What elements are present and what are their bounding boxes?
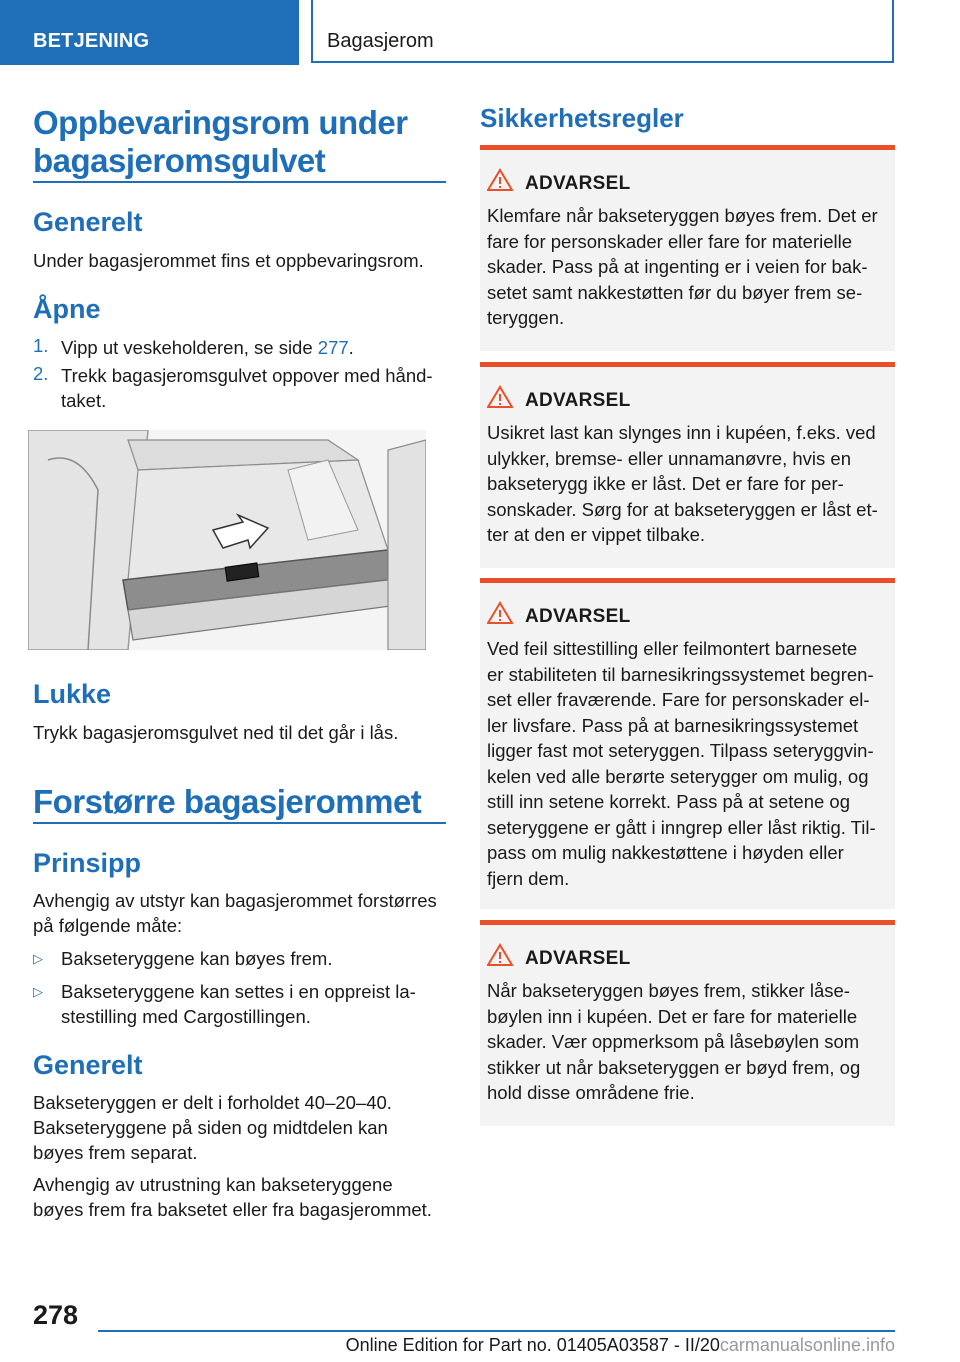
warning-line: skader. Pass på at ingenting er i veien for bak-	[487, 256, 868, 277]
heading-generelt-1: Generelt	[33, 207, 143, 237]
bullet-item-2	[61, 979, 451, 1029]
footer-rule	[98, 1330, 895, 1332]
generelt-1-text: Under bagasjerommet fins et oppbevaringsrom.	[33, 250, 424, 271]
warning-box-4	[480, 920, 895, 1126]
warning-text	[487, 420, 892, 548]
warning-line: skader. Vær oppmerksom på låsebøylen som	[487, 1031, 860, 1052]
heading-generelt-2: Generelt	[33, 1050, 143, 1080]
warning-title: ADVARSEL	[525, 390, 631, 411]
step-2-line1: Trekk bagasjeromsgulvet oppover med hånd-	[61, 365, 433, 386]
step-number-2: 2.	[33, 363, 49, 384]
heading-sikkerhetsregler: Sikkerhetsregler	[480, 103, 684, 133]
heading-prinsipp: Prinsipp	[33, 848, 142, 878]
warning-line: ligger fast mot seteryggen. Tilpass seteryggvin-	[487, 740, 874, 761]
generelt-2-p1-line3: bøyes frem separat.	[33, 1142, 198, 1163]
warning-triangle-icon	[487, 943, 513, 967]
chapter-tab	[311, 0, 894, 63]
warning-line: fare for personskader eller fare for materielle	[487, 230, 853, 252]
warning-line: Når bakseteryggen bøyes frem, stikker låse-	[487, 980, 850, 1001]
step-1-text: Vipp ut veskeholderen, se side	[61, 337, 318, 358]
warning-line: Ved feil sittestilling eller feilmontert barnesete	[487, 638, 858, 659]
warning-triangle-icon	[487, 168, 513, 192]
warning-line: still inn setene korrekt. Pass på at setene og	[487, 791, 851, 812]
heading-apne: Åpne	[33, 294, 101, 324]
bullet-triangle-icon: ▷	[33, 951, 43, 966]
prinsipp-text	[33, 888, 453, 938]
bullet-item-2-line2: stestilling med Cargostillingen.	[61, 1006, 311, 1027]
warning-line: ler livsfare. Pass på at barnesikringssystemet	[487, 714, 859, 736]
warning-text	[487, 978, 892, 1106]
bullet-triangle-icon: ▷	[33, 984, 43, 999]
section-tab	[0, 0, 299, 65]
generelt-2-paragraph-2	[33, 1172, 453, 1222]
step-1	[61, 335, 451, 360]
step-number-1: 1.	[33, 335, 49, 356]
step-1-end: .	[348, 337, 354, 358]
generelt-2-p2-line2: bøyes frem fra baksetet eller fra bagasjerommet.	[33, 1199, 432, 1220]
warning-line: pass om mulig nakkestøttene i høyden eller	[487, 842, 844, 863]
bullet-item-2-line1: Bakseteryggene kan settes i en oppreist la-	[61, 981, 416, 1002]
lukke-text: Trykk bagasjeromsgulvet ned til det går i lås.	[33, 722, 399, 743]
warning-title: ADVARSEL	[525, 606, 631, 627]
warning-line: sonskader. Sørg for at bakseteryggen er låst et-	[487, 498, 878, 520]
generelt-2-p2-line1: Avhengig av utrustning kan bakseteryggene	[33, 1174, 393, 1195]
warning-box-1	[480, 145, 895, 351]
warning-title: ADVARSEL	[525, 948, 631, 969]
warning-text	[487, 203, 892, 331]
warning-triangle-icon	[487, 601, 513, 625]
warning-line: kelen ved alle berørte seterygger om mulig, og	[487, 765, 869, 787]
warning-title: ADVARSEL	[525, 173, 631, 194]
step-2	[61, 363, 451, 413]
warning-line: fjern dem.	[487, 867, 570, 889]
generelt-2-p1-line1: Bakseteryggen er delt i forholdet 40–20–40.	[33, 1092, 392, 1113]
section-title-2: Forstørre bagasjerommet	[33, 783, 422, 820]
edition-text: Online Edition for Part no. 01405A03587 - II/20	[345, 1335, 720, 1355]
warning-line: ter at den er vippet tilbake.	[487, 524, 706, 545]
section-label: BETJENING	[33, 30, 150, 52]
warning-triangle-icon	[487, 385, 513, 409]
title-rule	[33, 181, 446, 183]
step-2-line2: taket.	[61, 390, 107, 411]
warning-line: Usikret last kan slynges inn i kupéen, f.eks. ved	[487, 422, 876, 443]
page-title-line1: Oppbevaringsrom under	[33, 104, 408, 141]
warning-line: Klemfare når bakseteryggen bøyes frem. Det er	[487, 205, 878, 226]
warning-line: teryggen.	[487, 307, 565, 328]
warning-line: hold disse områdene frie.	[487, 1082, 695, 1103]
page-link[interactable]: 277	[317, 337, 349, 358]
generelt-2-paragraph-1	[33, 1090, 453, 1165]
watermark: carmanualsonline.info	[719, 1335, 895, 1355]
generelt-2-p1-line2: Bakseteryggene på siden og midtdelen kan	[33, 1117, 388, 1138]
chapter-label: Bagasjerom	[327, 30, 434, 52]
footer-edition	[346, 1335, 895, 1356]
page-title	[33, 104, 408, 180]
bullet-item-1: Bakseteryggene kan bøyes frem.	[61, 948, 333, 969]
prinsipp-line1: Avhengig av utstyr kan bagasjerommet forstørres	[33, 890, 437, 911]
warning-line: set eller fraværende. Fare for personskader el-	[487, 689, 870, 710]
warning-line: bakseterygg ikke er låst. Det er fare for per-	[487, 473, 844, 494]
page-title-line2: bagasjeromsgulvet	[33, 142, 326, 179]
warning-box-2	[480, 362, 895, 568]
prinsipp-line2: på følgende måte:	[33, 915, 183, 936]
section-rule-2	[33, 822, 446, 824]
warning-line: ulykker, bremse- eller unnamanøvre, hvis en	[487, 447, 851, 469]
trunk-floor-illustration	[28, 430, 426, 650]
trunk-illustration-svg	[28, 430, 426, 650]
page-number: 278	[33, 1300, 79, 1330]
warning-text	[487, 636, 892, 891]
warning-line: stikker ut når bakseteryggen er bøyd frem, og	[487, 1056, 861, 1078]
warning-line: bøylen inn i kupéen. Det er fare for materielle	[487, 1005, 858, 1027]
warning-box-3	[480, 578, 895, 909]
warning-line: seteryggene er gått i inngrep eller låst riktig. Til-	[487, 816, 876, 838]
warning-line: er stabiliteten til barnesikringssystemet begren-	[487, 663, 874, 685]
warning-line: setet samt nakkestøtten før du bøyer frem se-	[487, 281, 863, 303]
heading-lukke: Lukke	[33, 679, 112, 709]
